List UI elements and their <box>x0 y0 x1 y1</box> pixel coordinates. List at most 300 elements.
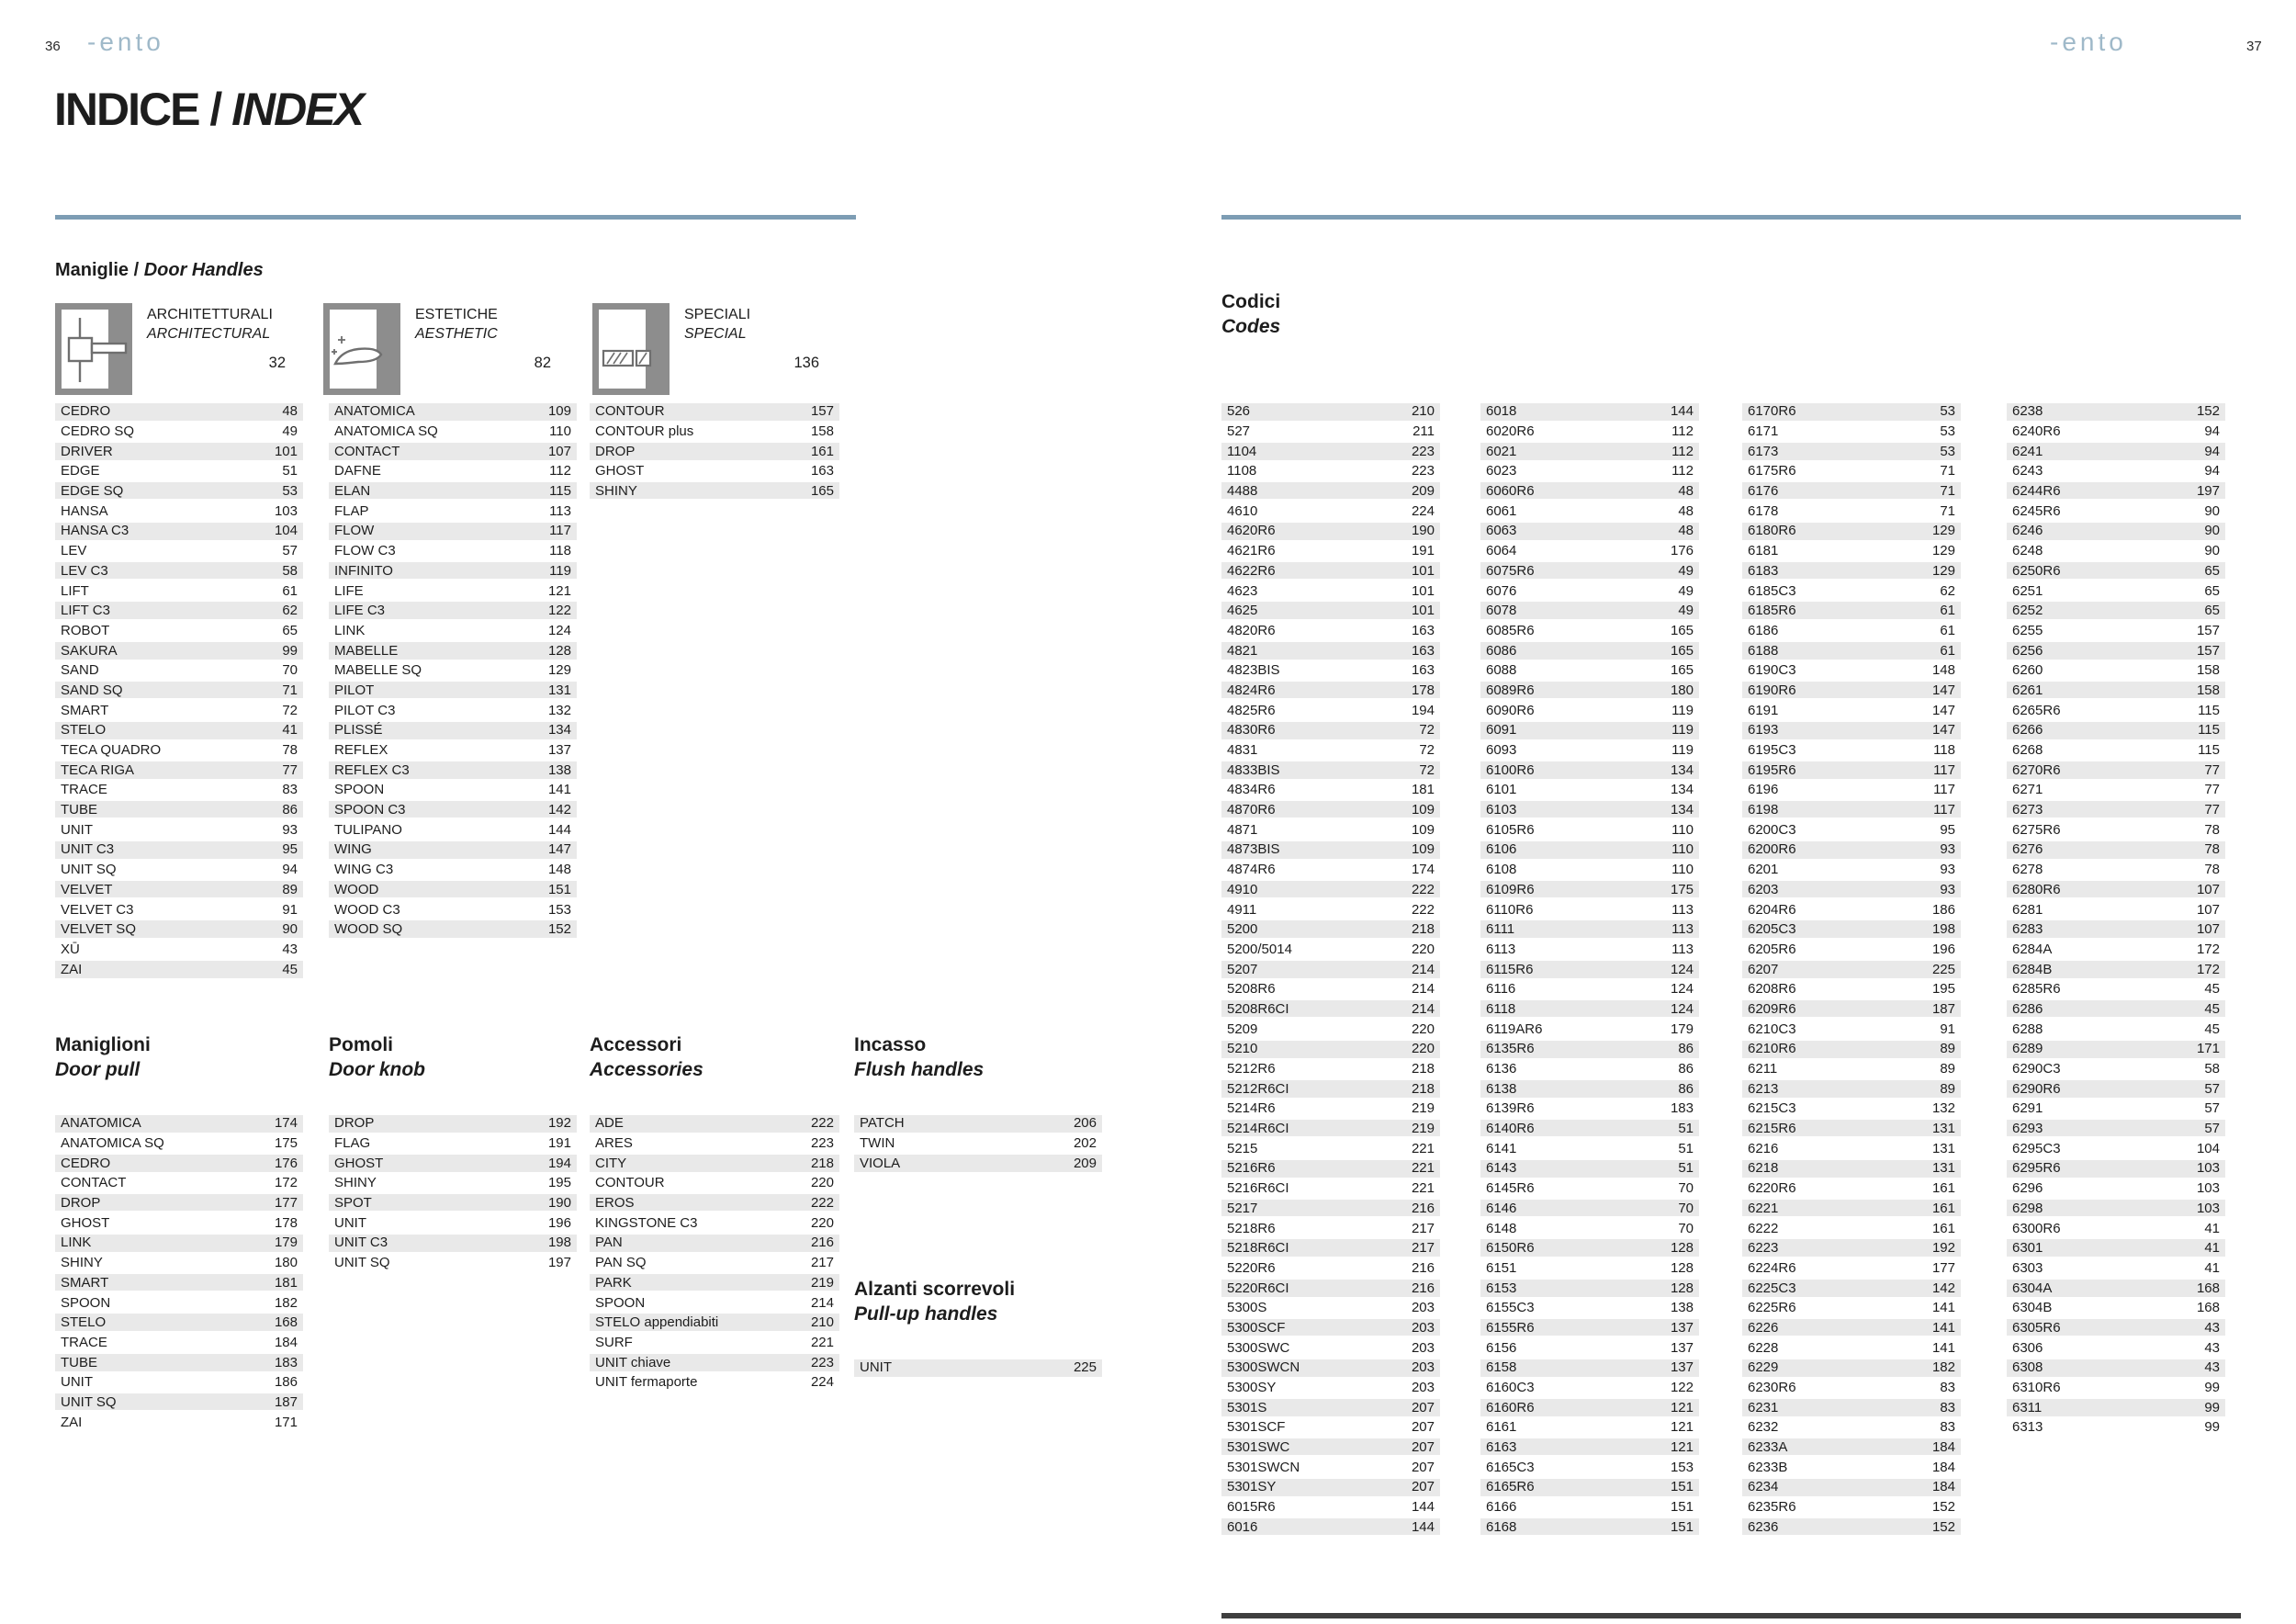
index-row <box>1480 441 1699 461</box>
index-row <box>1221 1457 1440 1477</box>
item-label: 6113 <box>1486 941 1516 957</box>
item-label: 6150R6 <box>1486 1240 1535 1257</box>
index-row <box>55 461 303 481</box>
item-label: 6298 <box>2012 1200 2043 1216</box>
index-row <box>1742 800 1961 820</box>
item-page-number: 128 <box>1670 1240 1694 1257</box>
index-row <box>2007 1298 2225 1318</box>
index-row <box>2007 940 2225 960</box>
item-label: 4910 <box>1227 881 1258 897</box>
index-row <box>2007 1179 2225 1199</box>
accessories-list <box>590 1113 839 1393</box>
index-row <box>55 1313 303 1333</box>
item-page-number: 83 <box>1940 1380 1955 1396</box>
item-label: SPOON <box>61 1294 111 1311</box>
item-page-number: 219 <box>1411 1121 1435 1137</box>
index-row <box>1221 1258 1440 1279</box>
index-row <box>1480 840 1699 860</box>
item-label: 4833BIS <box>1227 761 1280 778</box>
index-row <box>1480 760 1699 780</box>
index-row <box>1480 1138 1699 1158</box>
item-label: TULIPANO <box>334 821 402 838</box>
item-label: 6278 <box>2012 862 2043 878</box>
item-label: ANATOMICA <box>61 1115 141 1132</box>
item-label: 6109R6 <box>1486 881 1535 897</box>
item-label: 4621R6 <box>1227 543 1276 559</box>
index-row <box>329 1133 577 1154</box>
index-row <box>1742 461 1961 481</box>
index-row <box>1742 1358 1961 1378</box>
index-row <box>590 1173 839 1193</box>
item-page-number: 222 <box>810 1115 834 1132</box>
index-row <box>2007 860 2225 880</box>
index-row <box>1742 919 1961 940</box>
item-page-number: 91 <box>282 901 298 918</box>
item-page-number: 196 <box>547 1214 571 1231</box>
item-label: 6252 <box>2012 603 2043 619</box>
index-row <box>329 1212 577 1233</box>
item-label: 6203 <box>1748 881 1779 897</box>
item-label: 6250R6 <box>2012 562 2061 579</box>
item-page-number: 191 <box>547 1135 571 1152</box>
item-label: SPOON C3 <box>334 802 406 818</box>
item-label: DROP <box>61 1195 101 1212</box>
index-row <box>1480 999 1699 1020</box>
item-page-number: 195 <box>1931 981 1955 998</box>
index-row <box>2007 720 2225 740</box>
item-page-number: 53 <box>1940 403 1955 420</box>
index-row <box>55 1352 303 1372</box>
item-label: LINK <box>334 622 366 638</box>
item-page-number: 157 <box>2196 622 2220 638</box>
item-label: 4610 <box>1227 502 1258 519</box>
item-page-number: 131 <box>1931 1140 1955 1156</box>
item-page-number: 220 <box>810 1175 834 1191</box>
index-row <box>1221 899 1440 919</box>
item-page-number: 86 <box>282 802 298 818</box>
category-label-it: ESTETICHE <box>415 307 498 322</box>
item-page-number: 207 <box>1411 1399 1435 1415</box>
item-page-number: 41 <box>282 722 298 739</box>
index-row <box>55 681 303 701</box>
index-row <box>1742 1218 1961 1238</box>
item-page-number: 122 <box>1670 1380 1694 1396</box>
index-row <box>1221 461 1440 481</box>
index-row <box>1221 401 1440 422</box>
index-row <box>1742 1158 1961 1179</box>
index-row <box>55 1173 303 1193</box>
index-row <box>2007 1158 2225 1179</box>
index-row <box>1221 541 1440 561</box>
item-label: 6244R6 <box>2012 483 2061 500</box>
item-page-number: 152 <box>1931 1518 1955 1535</box>
item-label: 6305R6 <box>2012 1319 2061 1336</box>
item-label: 6180R6 <box>1748 523 1796 539</box>
item-label: 6138 <box>1486 1080 1517 1097</box>
item-page-number: 43 <box>282 941 298 957</box>
item-page-number: 190 <box>1411 523 1435 539</box>
index-row <box>1742 422 1961 442</box>
special-handle-icon <box>592 303 670 395</box>
item-page-number: 218 <box>1411 921 1435 938</box>
item-label: 1104 <box>1227 443 1257 459</box>
item-label: 6273 <box>2012 802 2043 818</box>
index-row <box>1742 959 1961 979</box>
item-page-number: 144 <box>547 821 571 838</box>
index-row <box>1742 1397 1961 1417</box>
index-row <box>55 581 303 601</box>
item-page-number: 113 <box>1671 941 1694 957</box>
item-label: FLOW C3 <box>334 543 396 559</box>
item-label: UNIT <box>334 1214 366 1231</box>
item-label: 5212R6CI <box>1227 1080 1289 1097</box>
item-label: 6166 <box>1486 1499 1517 1516</box>
item-label: CEDRO <box>61 1155 111 1171</box>
index-row <box>1480 521 1699 541</box>
item-page-number: 152 <box>1931 1499 1955 1516</box>
category-label-it: ARCHITETTURALI <box>147 307 273 322</box>
item-label: 6151 <box>1486 1259 1517 1276</box>
index-row <box>2007 760 2225 780</box>
index-row <box>329 1153 577 1173</box>
item-page-number: 117 <box>1933 782 1955 798</box>
door-handles-list-col3 <box>590 401 839 501</box>
item-label: 5215 <box>1227 1140 1258 1156</box>
item-page-number: 223 <box>1411 443 1435 459</box>
item-label: VELVET C3 <box>61 901 134 918</box>
item-page-number: 77 <box>282 761 298 778</box>
item-page-number: 45 <box>2204 981 2220 998</box>
item-page-number: 41 <box>2204 1259 2220 1276</box>
item-page-number: 144 <box>1670 403 1694 420</box>
item-label: 6216 <box>1748 1140 1779 1156</box>
index-row <box>55 800 303 820</box>
index-row <box>2007 481 2225 502</box>
item-label: SHINY <box>595 483 637 500</box>
item-page-number: 95 <box>282 841 298 858</box>
item-page-number: 129 <box>547 662 571 679</box>
item-page-number: 181 <box>274 1274 298 1291</box>
index-row <box>1221 1438 1440 1458</box>
index-row <box>55 501 303 521</box>
index-row <box>1480 819 1699 840</box>
item-label: LIFE C3 <box>334 603 386 619</box>
index-row <box>1480 720 1699 740</box>
index-row <box>1480 1258 1699 1279</box>
index-row <box>854 1153 1102 1173</box>
item-page-number: 45 <box>2204 1021 2220 1037</box>
item-label: 6015R6 <box>1227 1499 1276 1516</box>
item-page-number: 187 <box>274 1393 298 1410</box>
item-page-number: 49 <box>1678 603 1694 619</box>
item-label: PARK <box>595 1274 632 1291</box>
item-page-number: 172 <box>2196 961 2220 977</box>
item-label: CITY <box>595 1155 627 1171</box>
item-label: 6136 <box>1486 1061 1517 1077</box>
section-heading-pull-up-handles: Alzanti scorrevoli Pull-up handles <box>854 1279 1016 1325</box>
category-label-en: ARCHITECTURAL <box>147 326 271 342</box>
item-label: 6304A <box>2012 1280 2053 1296</box>
item-label: 6021 <box>1486 443 1517 459</box>
architectural-handle-icon <box>55 303 132 395</box>
item-label: 4620R6 <box>1227 523 1276 539</box>
item-label: 6311 <box>2012 1399 2043 1415</box>
item-label: TRACE <box>61 782 107 798</box>
item-page-number: 220 <box>1411 941 1435 957</box>
index-row <box>1480 1019 1699 1039</box>
index-row <box>1742 541 1961 561</box>
index-row <box>1742 999 1961 1020</box>
index-row <box>1221 660 1440 681</box>
item-label: GHOST <box>334 1155 384 1171</box>
item-page-number: 163 <box>1411 662 1435 679</box>
index-row <box>1742 441 1961 461</box>
index-row <box>1742 760 1961 780</box>
index-row <box>1742 401 1961 422</box>
item-label: 6161 <box>1486 1419 1517 1436</box>
item-label: SPOON <box>595 1294 646 1311</box>
index-row <box>1480 601 1699 621</box>
category-special <box>592 303 821 399</box>
index-row <box>590 1193 839 1213</box>
index-row <box>1742 840 1961 860</box>
index-row <box>55 1333 303 1353</box>
index-row <box>1742 1258 1961 1279</box>
door-handles-list-col1 <box>55 401 303 979</box>
item-page-number: 197 <box>547 1255 571 1271</box>
item-page-number: 110 <box>1671 862 1694 878</box>
item-label: CONTOUR <box>595 1175 665 1191</box>
item-label: 6238 <box>2012 403 2043 420</box>
index-row <box>1221 720 1440 740</box>
item-label: 526 <box>1227 403 1251 420</box>
index-row <box>1480 700 1699 720</box>
index-row <box>1480 1358 1699 1378</box>
index-row <box>2007 919 2225 940</box>
item-page-number: 99 <box>282 642 298 659</box>
item-label: 5300SWC <box>1227 1339 1290 1356</box>
item-page-number: 158 <box>2196 662 2220 679</box>
index-row <box>1221 1099 1440 1119</box>
item-page-number: 121 <box>547 582 571 599</box>
item-label: 6215C3 <box>1748 1100 1796 1117</box>
item-label: FLAG <box>334 1135 371 1152</box>
item-label: UNIT chiave <box>595 1354 671 1370</box>
item-label: 5200 <box>1227 921 1258 938</box>
item-label: UNIT SQ <box>334 1255 390 1271</box>
item-page-number: 209 <box>1411 483 1435 500</box>
item-label: 6168 <box>1486 1518 1517 1535</box>
item-page-number: 163 <box>1411 642 1435 659</box>
item-label: 4831 <box>1227 742 1258 759</box>
index-row <box>1221 1517 1440 1538</box>
index-row <box>1221 422 1440 442</box>
item-label: ADE <box>595 1115 624 1132</box>
item-label: 6213 <box>1748 1080 1779 1097</box>
index-row <box>329 740 577 761</box>
item-label: 6076 <box>1486 582 1517 599</box>
item-label: DROP <box>595 443 636 459</box>
item-page-number: 186 <box>274 1374 298 1391</box>
item-page-number: 207 <box>1411 1419 1435 1436</box>
item-label: CONTACT <box>334 443 400 459</box>
index-row <box>1221 1278 1440 1298</box>
item-label: 6141 <box>1486 1140 1517 1156</box>
index-row <box>590 1133 839 1154</box>
index-row <box>1480 1298 1699 1318</box>
item-page-number: 180 <box>1670 682 1694 698</box>
item-page-number: 184 <box>1931 1459 1955 1475</box>
item-page-number: 57 <box>2204 1080 2220 1097</box>
item-page-number: 225 <box>1931 961 1955 977</box>
item-page-number: 103 <box>274 502 298 519</box>
index-row <box>1221 681 1440 701</box>
item-page-number: 70 <box>1678 1220 1694 1236</box>
item-page-number: 161 <box>1931 1220 1955 1236</box>
item-label: WING <box>334 841 372 858</box>
item-label: 6308 <box>2012 1359 2043 1376</box>
index-row <box>2007 1099 2225 1119</box>
door-knob-list <box>329 1113 577 1273</box>
index-row <box>55 1133 303 1154</box>
item-page-number: 119 <box>549 562 571 579</box>
item-label: 6163 <box>1486 1439 1517 1456</box>
item-page-number: 153 <box>1670 1459 1694 1475</box>
item-page-number: 109 <box>1411 802 1435 818</box>
item-label: SAND <box>61 662 99 679</box>
item-label: 6170R6 <box>1748 403 1796 420</box>
item-label: UNIT SQ <box>61 862 117 878</box>
index-row <box>55 959 303 979</box>
item-label: 6303 <box>2012 1259 2043 1276</box>
item-page-number: 203 <box>1411 1339 1435 1356</box>
item-page-number: 71 <box>1940 463 1955 479</box>
index-row <box>55 740 303 761</box>
item-page-number: 147 <box>1931 722 1955 739</box>
item-label: 6241 <box>2012 443 2043 459</box>
index-row <box>1480 1238 1699 1258</box>
index-row <box>55 481 303 502</box>
item-page-number: 53 <box>1940 423 1955 440</box>
item-label: 6295C3 <box>2012 1140 2061 1156</box>
item-label: 4625 <box>1227 603 1258 619</box>
item-page-number: 117 <box>549 523 571 539</box>
item-page-number: 94 <box>282 862 298 878</box>
item-label: 6210C3 <box>1748 1021 1796 1037</box>
category-aesthetic <box>323 303 553 399</box>
item-page-number: 86 <box>1678 1061 1694 1077</box>
item-page-number: 216 <box>810 1235 834 1251</box>
item-label: VELVET SQ <box>61 921 136 938</box>
index-row <box>1742 860 1961 880</box>
item-label: 4834R6 <box>1227 782 1276 798</box>
item-label: 6285R6 <box>2012 981 2061 998</box>
index-row <box>1480 660 1699 681</box>
item-label: 6155C3 <box>1486 1300 1535 1316</box>
item-label: 6284B <box>2012 961 2053 977</box>
index-row <box>854 1358 1102 1378</box>
item-label: 6200R6 <box>1748 841 1796 858</box>
item-label: ANATOMICA <box>334 403 415 420</box>
item-label: DRIVER <box>61 443 113 459</box>
item-page-number: 151 <box>1670 1518 1694 1535</box>
item-page-number: 134 <box>1670 782 1694 798</box>
index-row <box>1742 1517 1961 1538</box>
item-label: 6196 <box>1748 782 1779 798</box>
item-label: 4622R6 <box>1227 562 1276 579</box>
item-page-number: 70 <box>1678 1200 1694 1216</box>
item-page-number: 198 <box>1931 921 1955 938</box>
item-page-number: 210 <box>810 1314 834 1331</box>
item-label: 6088 <box>1486 662 1517 679</box>
item-page-number: 78 <box>2204 862 2220 878</box>
index-row <box>1480 1438 1699 1458</box>
item-label: FLOW <box>334 523 375 539</box>
index-row <box>329 422 577 442</box>
index-row <box>1480 1497 1699 1517</box>
item-label: 5209 <box>1227 1021 1258 1037</box>
item-label: 6218 <box>1748 1160 1779 1177</box>
item-page-number: 107 <box>547 443 571 459</box>
index-row <box>1221 740 1440 761</box>
index-row <box>55 700 303 720</box>
item-page-number: 72 <box>1419 742 1435 759</box>
item-label: 6290R6 <box>2012 1080 2061 1097</box>
item-label: 4873BIS <box>1227 841 1280 858</box>
item-page-number: 90 <box>282 921 298 938</box>
item-label: LINK <box>61 1235 92 1251</box>
item-page-number: 168 <box>2196 1280 2220 1296</box>
item-label: 6183 <box>1748 562 1779 579</box>
index-row <box>1742 1477 1961 1497</box>
codes-list-col4 <box>2007 401 2225 1438</box>
index-row <box>1742 1138 1961 1158</box>
section-heading-door-knob: Pomoli Door knob <box>329 1034 425 1080</box>
item-page-number: 196 <box>1931 941 1955 957</box>
item-page-number: 109 <box>1411 841 1435 858</box>
index-row <box>55 1153 303 1173</box>
item-page-number: 198 <box>547 1235 571 1251</box>
item-page-number: 72 <box>282 702 298 718</box>
item-label: ARES <box>595 1135 633 1152</box>
door-handles-list-col2 <box>329 401 577 940</box>
item-page-number: 138 <box>547 761 571 778</box>
index-row <box>2007 840 2225 860</box>
item-page-number: 224 <box>1411 502 1435 519</box>
item-label: 6018 <box>1486 403 1517 420</box>
index-row <box>1742 700 1961 720</box>
item-page-number: 181 <box>1411 782 1435 798</box>
item-page-number: 131 <box>1931 1160 1955 1177</box>
item-label: GHOST <box>595 463 645 479</box>
item-page-number: 61 <box>1940 622 1955 638</box>
item-label: 5216R6CI <box>1227 1180 1289 1197</box>
item-label: CEDRO SQ <box>61 423 135 440</box>
index-row <box>1221 501 1440 521</box>
index-row <box>55 1372 303 1393</box>
item-label: 5216R6 <box>1227 1160 1276 1177</box>
item-page-number: 180 <box>274 1255 298 1271</box>
item-page-number: 110 <box>1671 821 1694 838</box>
index-row <box>2007 959 2225 979</box>
item-page-number: 62 <box>282 603 298 619</box>
index-row <box>2007 1078 2225 1099</box>
item-page-number: 57 <box>282 543 298 559</box>
index-row <box>1221 760 1440 780</box>
index-row <box>55 601 303 621</box>
item-label: 6304B <box>2012 1300 2053 1316</box>
item-page-number: 147 <box>1931 702 1955 718</box>
